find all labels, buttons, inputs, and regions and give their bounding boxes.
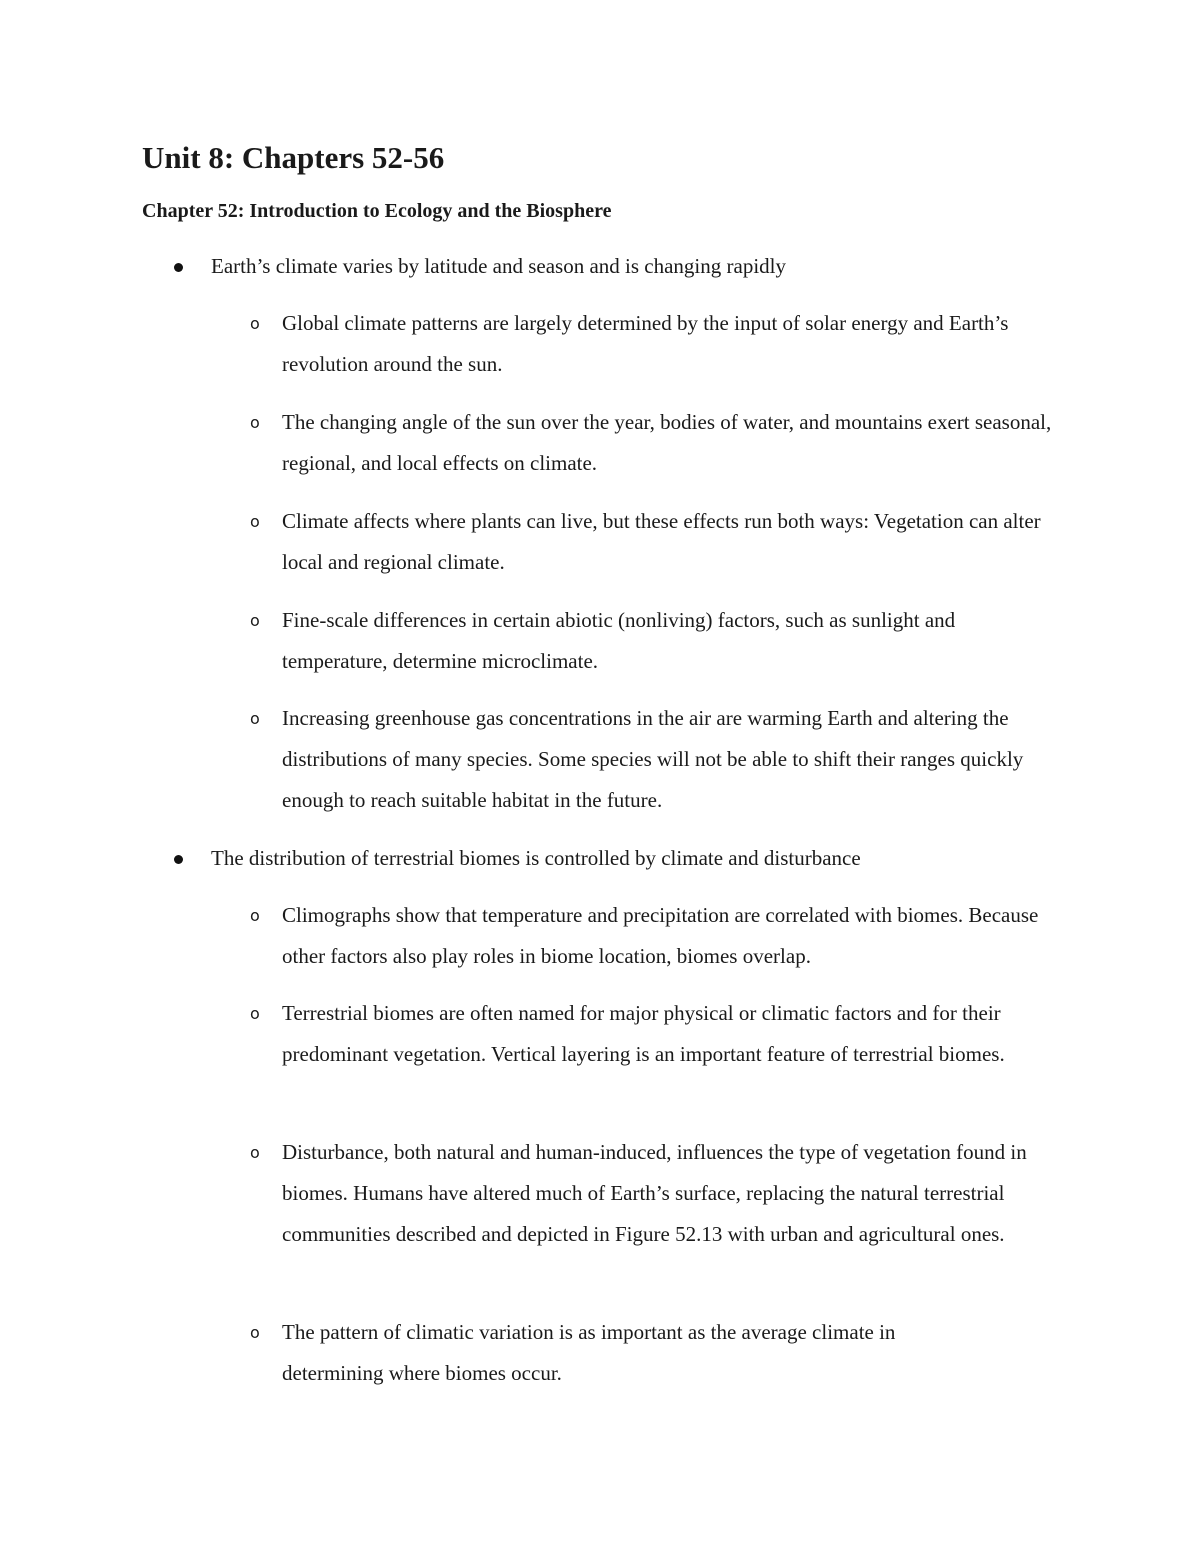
sub-bullet-item — [250, 993, 1062, 1075]
sub-bullet-marker: o — [250, 1323, 260, 1342]
sub-bullet-marker: o — [250, 906, 260, 925]
sub-bullet-item — [250, 1312, 1002, 1394]
sub-bullet-item — [250, 895, 1062, 977]
sub-bullet-text: Global climate patterns are largely determined by the input of solar energy and Earth’s revolution around the sun. — [282, 311, 1009, 376]
sub-bullet-text: Fine-scale differences in certain abiotic (nonliving) factors, such as sunlight and temperature, determine microclimate. — [282, 608, 956, 673]
sub-bullet-text: The pattern of climatic variation is as important as the average climate in determining where biomes occur. — [282, 1320, 896, 1385]
sub-bullet-marker: o — [250, 512, 260, 531]
sub-bullet-text: Increasing greenhouse gas concentrations in the air are warming Earth and altering the distributions of many species. Some species will not be able to shift their ranges quickly enough to reach suitable habitat in the future. — [282, 706, 1024, 812]
bullet-text: The distribution of terrestrial biomes is controlled by climate and disturbance — [211, 846, 861, 870]
bullet-text: Earth’s climate varies by latitude and season and is changing rapidly — [211, 254, 786, 278]
sub-bullet-item — [250, 303, 1042, 385]
bullet-item — [211, 838, 1091, 879]
sub-bullet-marker: o — [250, 611, 260, 630]
sub-bullet-item — [250, 402, 1072, 484]
sub-bullet-item — [250, 501, 1062, 583]
sub-bullet-marker: o — [250, 1143, 260, 1162]
sub-bullet-text: Terrestrial biomes are often named for major physical or climatic factors and for their predominant vegetation. Vertical layering is an important feature of terrestrial biomes. — [282, 1001, 1005, 1066]
sub-bullet-marker: o — [250, 314, 260, 333]
unit-title: Unit 8: Chapters 52-56 — [142, 140, 445, 175]
sub-bullet-marker: o — [250, 1004, 260, 1023]
sub-bullet-text: Disturbance, both natural and human-induced, influences the type of vegetation found in biomes. Humans have altered much of Earth’s surface, replacing the natural terrestrial communities described and depicted in Figure 52.13 with urban and agricultural ones. — [282, 1140, 1027, 1246]
sub-bullet-item — [250, 600, 1052, 682]
sub-bullet-text: Climographs show that temperature and precipitation are correlated with biomes. Because other factors also play roles in biome location, biomes overlap. — [282, 903, 1039, 968]
chapter-title: Chapter 52: Introduction to Ecology and the Biosphere — [142, 200, 612, 222]
bullet-item — [211, 246, 1091, 287]
sub-bullet-text: The changing angle of the sun over the year, bodies of water, and mountains exert seasonal, regional, and local effects on climate. — [282, 410, 1052, 475]
sub-bullet-item — [250, 1132, 1062, 1255]
sub-bullet-text: Climate affects where plants can live, but these effects run both ways: Vegetation can alter local and regional climate. — [282, 509, 1041, 574]
sub-bullet-marker: o — [250, 413, 260, 432]
sub-bullet-marker: o — [250, 709, 260, 728]
sub-bullet-item — [250, 698, 1052, 821]
